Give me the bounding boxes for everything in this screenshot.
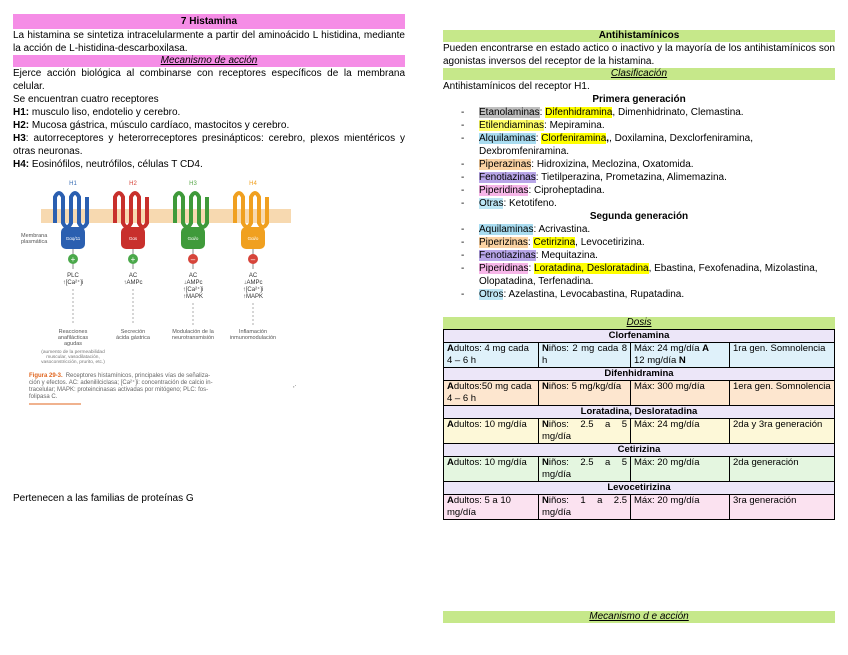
dosis-header: Dosis xyxy=(443,317,835,329)
svg-text:AC: AC xyxy=(188,273,198,279)
table-row: Adultos:50 mg cada 4 – 6 h Niños: 5 mg/kg/día Máx: 300 mg/día 1era gen. Somnolencia xyxy=(444,381,835,406)
list-item: - Piperidinas: Loratadina, Desloratadina, Ebastina, Fexofenadina, Mizolastina, Olopatadina, Terfenadina. xyxy=(465,262,835,288)
svg-text:,·: ,· xyxy=(293,383,297,389)
receptor-h4: H4: Eosinófilos, neutrófilos, células T CD4. xyxy=(13,159,203,170)
svg-text:↑[Ca²⁺]i: ↑[Ca²⁺]i xyxy=(62,280,84,286)
list-item: - Piperidinas: Ciproheptadina. xyxy=(465,184,835,197)
proteins-g-text: Pertenecen a las familias de proteínas G xyxy=(13,493,194,504)
svg-text:–: – xyxy=(190,255,196,264)
receptor-h2: H2: Mucosa gástrica, músculo cardíaco, mastocitos y cerebro. xyxy=(13,120,290,131)
svg-text:↓AMPc: ↓AMPc xyxy=(243,280,263,286)
list-item: - Piperazinas: Hidroxizina, Meclozina, Oxatomida. xyxy=(465,158,835,171)
svg-text:Gαs: Gαs xyxy=(128,236,138,241)
svg-text:AC: AC xyxy=(248,273,258,279)
dosis-drug-name: Difenhidramina xyxy=(444,368,835,381)
label-h1: H1 xyxy=(69,181,77,187)
table-row: Adultos: 5 a 10 mg/día Niños: 1 a 2.5 mg/día Máx: 20 mg/día 3ra generación xyxy=(444,495,835,520)
dosis-drug-name: Levocetirizina xyxy=(444,482,835,495)
left-column xyxy=(13,14,405,504)
membrane-label-1: Membrana xyxy=(21,233,48,239)
mech-action-header: Mecanismo de acción xyxy=(13,55,405,67)
svg-text:↑[Ca²⁺]i: ↑[Ca²⁺]i xyxy=(182,287,204,293)
list-item: - Aquilaminas: Acrivastina. xyxy=(465,223,835,236)
svg-text:↑MAPK: ↑MAPK xyxy=(182,294,204,300)
receptor-h3: H3: autorreceptores y heterorreceptores presinápticos: cerebro, plexos mientéricos y otras neuronas. xyxy=(13,133,405,157)
svg-text:folipasa C.: folipasa C. xyxy=(29,394,58,400)
second-gen-list xyxy=(443,223,835,301)
mech-action-text: Ejerce acción biológica al combinarse con receptores específicos de la membrana celular. xyxy=(13,68,405,92)
svg-text:Secreción: Secreción xyxy=(120,329,146,335)
dosis-drug-name: Clorfenamina xyxy=(444,330,835,343)
svg-text:Figura 29-3.Receptores histamí: Figura 29-3. Receptores histamínicos, principales vías de señaliza- xyxy=(29,373,211,379)
svg-text:anafilácticas: anafilácticas xyxy=(57,335,89,341)
list-item: - Fenotiazinas: Mequitazina. xyxy=(465,249,835,262)
table-row: Adultos: 10 mg/día Niños: 2.5 a 5 mg/día Máx: 20 mg/día 2da generación xyxy=(444,457,835,482)
list-item: - Fenotiazinas: Tietilperazina, Prometazina, Alimemazina. xyxy=(465,171,835,184)
table-row: Adultos: 10 mg/día Niños: 2.5 a 5 mg/día Máx: 24 mg/día 2da y 3ra generación xyxy=(444,419,835,444)
receptors-intro: Se encuentran cuatro receptores xyxy=(13,94,159,105)
second-gen-title: Segunda generación xyxy=(589,211,689,222)
first-gen-list xyxy=(443,106,835,210)
label-h4: H4 xyxy=(249,181,257,187)
classification-header: Clasificación xyxy=(443,68,835,80)
svg-text:ácida gástrica: ácida gástrica xyxy=(116,335,150,341)
svg-text:↓AMPc: ↓AMPc xyxy=(183,280,203,286)
histamine-receptor-figure xyxy=(21,177,301,447)
svg-text:PLC: PLC xyxy=(67,273,79,279)
membrane-label-2: plasmática xyxy=(21,239,48,245)
svg-text:Gαq/11: Gαq/11 xyxy=(65,236,81,241)
svg-text:ción y efectos. AC: adenililci: ción y efectos. AC: adenililciclasa; [Ca²⁺]i: concentración de calcio in- xyxy=(29,380,213,386)
receptor-h1: H1: musculo liso, endotelio y cerebro. xyxy=(13,107,181,118)
svg-text:↑[Ca²⁺]i: ↑[Ca²⁺]i xyxy=(242,287,264,293)
svg-text:(aumento de la permeabilidad: (aumento de la permeabilidad xyxy=(41,350,105,355)
dosis-drug-name: Cetirizina xyxy=(444,444,835,457)
svg-text:muscular, vasodilatación,: muscular, vasodilatación, xyxy=(46,355,100,360)
histamina-title: 7 Histamina xyxy=(13,14,405,29)
svg-text:AC: AC xyxy=(128,273,138,279)
list-item: - Alquilaminas: Clorfeniramina,, Doxilamina, Dexclorfeniramina, Dexbromfeniramina. xyxy=(465,132,835,158)
svg-text:+: + xyxy=(130,255,136,264)
list-item: - Otras: Ketotifeno. xyxy=(465,197,835,210)
list-item: - Etilendiaminas: Mepiramina. xyxy=(465,119,835,132)
svg-text:vasoconstricción, prurito, etc: vasoconstricción, prurito, etc.) xyxy=(41,360,105,365)
svg-text:Modulación de la: Modulación de la xyxy=(172,329,214,335)
antihist-intro: Pueden encontrarse en estado actico o inactivo y la mayoría de los antihistamínicos son agonistas inversos del receptor de la histamina. xyxy=(443,43,835,67)
dosis-table xyxy=(443,329,835,520)
histamina-intro: La histamina se sintetiza intracelularmente a partir del aminoácido L histidina, mediante la acción de L-histidina-descarboxilasa. xyxy=(13,30,405,54)
list-item: - Piperizinas: Cetirizina, Levocetirizina. xyxy=(465,236,835,249)
svg-text:+: + xyxy=(70,255,76,264)
svg-text:↑MAPK: ↑MAPK xyxy=(242,294,264,300)
svg-text:agudas: agudas xyxy=(63,341,83,347)
list-item: - Otros: Azelastina, Levocabastina, Rupatadina. xyxy=(465,288,835,301)
mech-action-header-2: Mecanismo d e acción xyxy=(443,611,835,623)
label-h3: H3 xyxy=(189,181,197,187)
svg-text:Gαi/o: Gαi/o xyxy=(247,236,259,241)
svg-text:inmunomodulación: inmunomodulación xyxy=(229,335,277,341)
svg-text:neurotransmisión: neurotransmisión xyxy=(171,335,215,341)
svg-text:tracelular; MAPK: proteincinas: tracelular; MAPK: proteincinasas activadas por mitógeno; PLC: fos- xyxy=(29,387,209,393)
dosis-drug-name: Loratadina, Desloratadina xyxy=(444,406,835,419)
classification-intro: Antihistamínicos del receptor H1. xyxy=(443,81,590,92)
first-gen-title: Primera generación xyxy=(592,94,686,105)
svg-text:Reacciones: Reacciones xyxy=(58,329,88,335)
right-column xyxy=(443,30,835,520)
receptor-list xyxy=(13,106,405,171)
svg-text:Inflamación: Inflamación xyxy=(238,329,268,335)
label-h2: H2 xyxy=(129,181,137,187)
svg-text:↑AMPc: ↑AMPc xyxy=(123,280,143,286)
antihist-title: Antihistamínicos xyxy=(443,30,835,42)
list-item: - Etanolaminas: Difenhidramina, Dimenhidrinato, Clemastina. xyxy=(465,106,835,119)
table-row: Adultos: 4 mg cada 4 – 6 h Niños: 2 mg cada 8 h Máx: 24 mg/día A 12 mg/día N 1ra gen. Somnolencia xyxy=(444,343,835,368)
svg-text:Gαi/o: Gαi/o xyxy=(187,236,199,241)
receptor-diagram xyxy=(21,177,301,447)
svg-text:–: – xyxy=(250,255,256,264)
